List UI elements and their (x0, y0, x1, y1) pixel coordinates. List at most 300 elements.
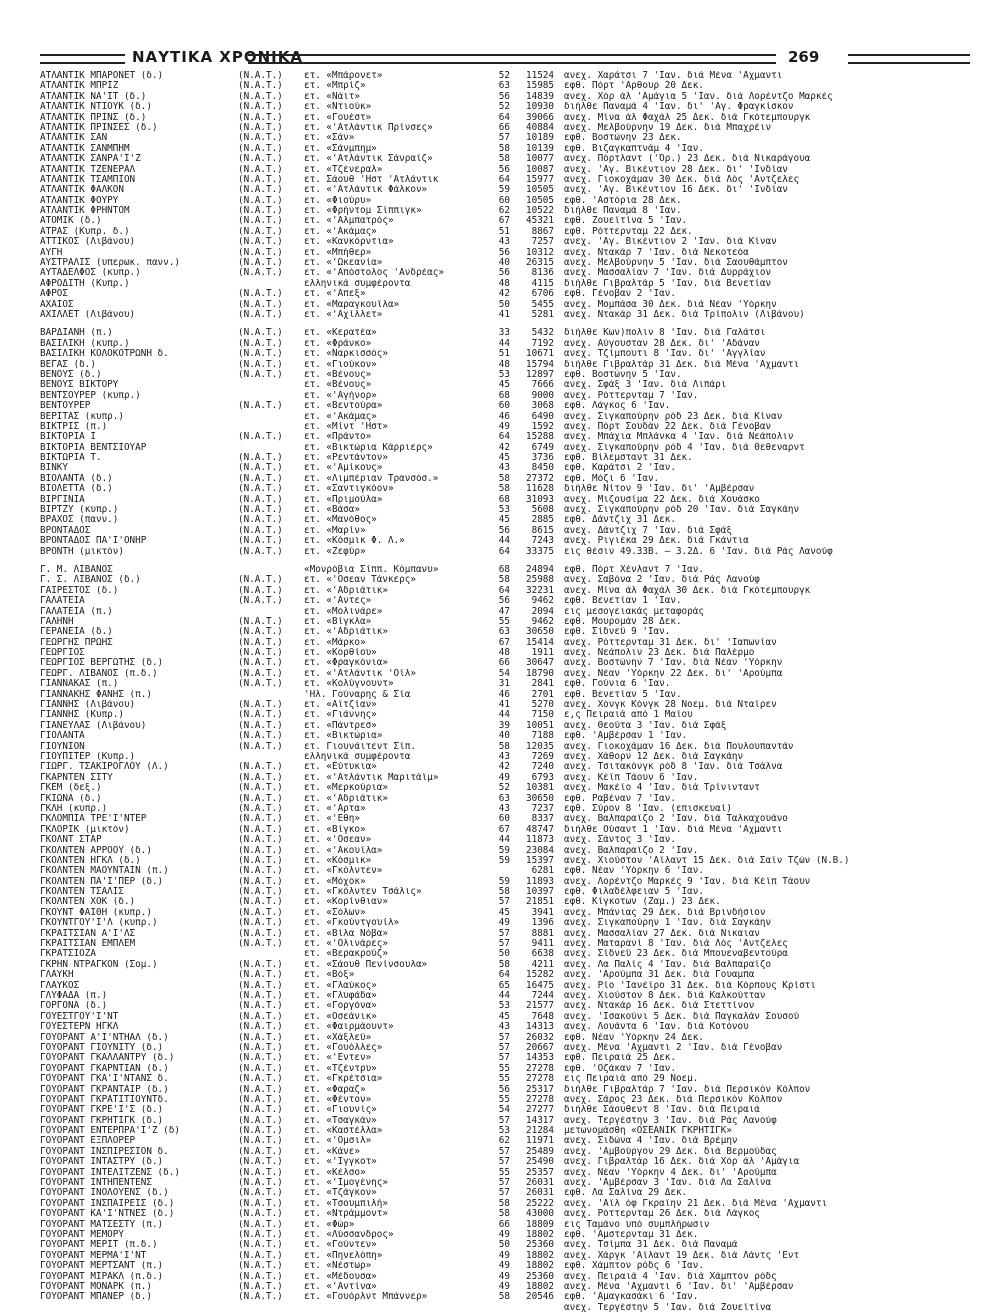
ship-position: ανεχ. Μπάνιας 29 Δεκ. διά Βρινδήσιον (564, 907, 766, 918)
ship-owner: ετ. «Μπάρονετ» (304, 71, 383, 81)
ship-position: εφθ. Νέαν 'Υόρκην 24 Δεκ. (564, 1032, 704, 1043)
ship-row (40, 422, 970, 432)
page-header (40, 48, 970, 68)
ship-owner: ετ. «Φέντον» (304, 1094, 372, 1105)
ship-name: ΓΛΑΥΚΟΣ (40, 980, 80, 991)
ship-owner: ετ. «Ναρκισσός» (304, 349, 388, 360)
ship-name: ΑΤΛΑΝΤΙΚ ΦΑΛΚΟΝ (40, 185, 124, 196)
ship-position: εφθ. Γούνια 6 'Ιαν. (564, 679, 671, 690)
ship-row (40, 617, 970, 627)
ship-position: εφθ. Νέαν 'Υόρκην 6 'Ιαν. (564, 866, 704, 877)
ship-flag: (Ν.Α.Τ.) (238, 1126, 283, 1137)
ship-flag: (Ν.Α.Τ.) (238, 887, 283, 898)
ship-owner: ετ. «Μόχοκ» (304, 876, 366, 887)
ship-tonnage: 43000 (526, 1209, 554, 1220)
ship-owner: ετ. Γιουνάιτεντ Σίπ. (304, 741, 416, 752)
ship-row (40, 547, 970, 557)
ship-flag: (Ν.Α.Τ.) (238, 369, 283, 380)
ship-position: ανεχ. Γιοκοχάμαν 16 Δεκ. διά Πουλουπαντάν (564, 741, 794, 752)
ship-row (40, 607, 970, 617)
ship-owner: 'Ηλ. Γούναρης & Σία (304, 689, 411, 700)
ship-position: εφθ. Μουρομάν 28 Δεκ. (564, 616, 682, 627)
ship-name: ΓΙΟΥΠΙΤΕΡ (Κυπρ.) (40, 752, 136, 762)
ship-flag: (Ν.Α.Τ.) (238, 484, 283, 495)
ship-owner: ετ. «Γιάννης» (304, 710, 377, 721)
ship-name: ΓΚΡΑΙΤΣΙΑΝ Α'Ι'ΛΣ (40, 928, 136, 939)
ship-tonnage: 10930 (526, 102, 554, 113)
ship-tonnage: 7240 (531, 762, 554, 773)
ship-flag: (Ν.Α.Τ.) (238, 1115, 283, 1126)
ship-flag: (Ν.Α.Τ.) (238, 432, 283, 443)
ship-name: ΑΤΛΑΝΤΙΚ ΝΤΙΟΥΚ (δ.) (40, 102, 152, 113)
ship-year: 50 (498, 949, 510, 960)
ship-flag: (Ν.Α.Τ.) (238, 309, 283, 320)
ship-tonnage: 9462 (531, 596, 554, 607)
ship-year: 41 (498, 309, 510, 320)
ship-flag: (Ν.Α.Τ.) (238, 112, 283, 123)
ship-year: 48 (498, 359, 510, 370)
ship-position: ανεχ. Θεούτα 3 'Ιαν. διά Σφάξ (564, 720, 727, 731)
ship-tonnage: 4115 (531, 278, 554, 289)
ship-tonnage: 14839 (526, 91, 554, 102)
ship-name: ΓΟΥΟΡΑΝΤ ΜΙΡΑΚΛ (π.δ.) (40, 1271, 164, 1282)
ship-name: ΓΟΥΟΡΑΝΤ ΕΝΤΕΡΠΡΑ'Ι'Ζ (δ) (40, 1126, 180, 1137)
ship-year: 33 (498, 328, 510, 339)
ship-position: ανεχ. Νέαν 'Υόρκην 22 Δεκ. δι' 'Αρούμπα (564, 668, 783, 679)
ship-name: ΒΡΟΝΤΗ (μικτόν) (40, 546, 124, 557)
ship-flag: (Ν.Α.Τ.) (238, 401, 283, 412)
ship-flag: (Ν.Α.Τ.) (238, 741, 283, 752)
ship-tonnage: 10522 (526, 206, 554, 217)
ship-flag: (Ν.Α.Τ.) (238, 473, 283, 484)
ship-owner: ετ. «'Εθη» (304, 814, 360, 825)
ship-row (40, 328, 970, 338)
ship-row (40, 596, 970, 606)
ship-row (40, 752, 970, 762)
ship-year: 57 (498, 897, 510, 908)
ship-name: ΒΑΣΙΛΙΚΗ ΚΟΛΟΚΟΤΡΩΝΗ δ. (40, 349, 169, 360)
ship-row (40, 536, 970, 546)
ship-year: 49 (498, 918, 510, 929)
ship-row (40, 1240, 970, 1250)
ship-tonnage: 10087 (526, 164, 554, 175)
ship-flag: (Ν.Α.Τ.) (238, 835, 283, 846)
ship-row (40, 339, 970, 349)
ship-owner: ετ. «Μανόθος» (304, 515, 377, 526)
ship-flag: (Ν.Α.Τ.) (238, 845, 283, 856)
ship-year: 57 (498, 1042, 510, 1053)
ship-position: ανεχ. Βοστώνην 7 'Ιαν. διά Νέαν 'Υόρκην (564, 658, 783, 669)
ship-name: ΓΟΥΟΡΑΝΤ ΙΝΣΠΑΙΡΕΙΣ (δ.) (40, 1198, 175, 1209)
ship-owner: ετ. «'Ιγγκοτ» (304, 1157, 377, 1168)
ship-row (40, 658, 970, 668)
ship-position: ανεχ. 'Αϊλ όφ Γκραϊην 21 Δεκ. διά Μένα 'Αχμαντι (564, 1198, 828, 1209)
ship-row (40, 1178, 970, 1188)
ship-name: ΑΤΛΑΝΤΙΚ ΣΑΝ (40, 133, 108, 144)
ship-name: ΓΕΩΡΓ. ΛΙΒΑΝΟΣ (π.δ.) (40, 668, 158, 679)
ship-owner: ετ. «Σάν» (304, 133, 355, 144)
ship-row (40, 1022, 970, 1032)
ship-flag: (Ν.Α.Τ.) (238, 206, 283, 217)
ship-owner: ετ. «Γουόρλντ Μπάννερ» (304, 1292, 428, 1303)
ship-owner: ετ. Σάουθ 'Ηστ 'Ατλάντικ (304, 174, 439, 185)
ship-position: ανεχ. Σίδνεϋ 23 Δεκ. διά Μπουεναβεντούρα (564, 949, 788, 960)
ship-name: ΑΤΟΜΙΚ (δ.) (40, 216, 102, 227)
ship-tonnage: 12035 (526, 741, 554, 752)
ship-name: ΓΚΟΛΝΤΕΝ ΗΓΚΛ (δ.) (40, 855, 141, 866)
ship-name: ΓΟΥΟΡΑΝΤ ΙΝΤΕΛΙΤΖΕΝΣ (δ.) (40, 1167, 180, 1178)
ship-tonnage: 7269 (531, 752, 554, 762)
ship-name: ΓΟΥΟΡΑΝΤ ΓΚΑΛΛΑΝΤΡΥ (δ.) (40, 1053, 175, 1064)
ship-name: ΓΚΛΟΜΠΙΑ ΤΡΕ'Ι'ΝΤΕΡ (40, 814, 147, 825)
ship-position: ανεχ. Σιγκαπούρην ρόδ 4 'Ιαν. διά Θεθεναρντ (564, 442, 805, 453)
ship-position: ανεχ. Χιούστον 'Αϊλαντ 15 Δεκ. διά Σαϊν Τζών (Ν.Β.) (564, 855, 850, 866)
ship-position: εις Πειραιά από 29 Νοεμ. (564, 1074, 699, 1085)
ship-name: ΓΚΟΛΝΤΕΝ ΧΟΚ (δ.) (40, 897, 136, 908)
ship-owner: ετ. «Κέλσο» (304, 1167, 366, 1178)
ship-flag: (Ν.Α.Τ.) (238, 1105, 283, 1116)
ship-position: ανεχ. Χόρ άλ 'Αμάγια 5 'Ιαν. διά Λορέντζο Μαρκές (564, 91, 833, 102)
ship-tonnage: 26031 (526, 1188, 554, 1199)
ship-row (40, 360, 970, 370)
ship-flag: (Ν.Α.Τ.) (238, 154, 283, 165)
ship-row (40, 1095, 970, 1105)
ship-tonnage: 7237 (531, 803, 554, 814)
ship-owner: ετ. «'Εντεν» (304, 1053, 372, 1064)
ship-tonnage: 21284 (526, 1126, 554, 1137)
ship-row (40, 825, 970, 835)
ship-owner: ετ. «Κολύγνουντ» (304, 679, 394, 690)
ship-year: 56 (498, 1084, 510, 1095)
ship-tonnage: 10139 (526, 143, 554, 154)
ship-tonnage: 9411 (531, 939, 554, 950)
ship-position: ανεχ. Μομπάσα 30 Δεκ. διά Νέαν 'Υόρκην (564, 299, 777, 310)
ship-name: ΓΚΕΜ (δεξ.) (40, 783, 102, 794)
ship-tonnage: 27372 (526, 473, 554, 484)
ship-year: 58 (498, 741, 510, 752)
header-rule-right (848, 54, 970, 64)
ship-position: ανεχ. Τεργέστην 5 'Ιαν. διά Ζουεϊτίνα (564, 1302, 772, 1313)
ship-row (40, 1033, 970, 1043)
ship-row (40, 742, 970, 752)
ship-flag: (Ν.Α.Τ.) (238, 1001, 283, 1012)
ship-row (40, 237, 970, 247)
ship-year: 57 (498, 1115, 510, 1126)
ship-position: εφθ. Βίλεμσταντ 31 Δεκ. (564, 453, 693, 464)
ship-name: ΓΑΛΑΤΕΙΑ (40, 596, 85, 607)
ship-year: 62 (498, 1136, 510, 1147)
ship-row (40, 991, 970, 1001)
ship-name: ΒΑΣΙΛΙΚΗ (κυπρ.) (40, 338, 130, 349)
ship-year: 58 (498, 959, 510, 970)
ship-flag: (Ν.Α.Τ.) (238, 803, 283, 814)
ship-year: 56 (498, 164, 510, 175)
ship-row (40, 1074, 970, 1084)
ship-flag: (Ν.Α.Τ.) (238, 679, 283, 690)
ship-owner: ετ. «Σόλων» (304, 907, 366, 918)
ship-flag: (Ν.Α.Τ.) (238, 102, 283, 113)
ship-row (40, 505, 970, 515)
ship-owner: ετ. «Πάντρεσ» (304, 720, 377, 731)
ship-name: ΓΚΟΥΝΤΓΟΥ'Ι'Λ (κυπρ.) (40, 918, 158, 929)
ship-flag: (Ν.Α.Τ.) (238, 1219, 283, 1230)
ship-flag: (Ν.Α.Τ.) (238, 1250, 283, 1261)
ship-owner: ετ. «'Αδριάτικ» (304, 627, 388, 638)
ship-owner: ετ. «'Ακάμας» (304, 226, 377, 237)
ship-tonnage: 2841 (531, 679, 554, 690)
ship-flag: (Ν.Α.Τ.) (238, 338, 283, 349)
ship-flag: (Ν.Α.Τ.) (238, 1063, 283, 1074)
ship-position: ανεχ. Σφάξ 3 'Ιαν. διά Λιπάρι (564, 380, 727, 391)
ship-position: εις μεσογειακάς μεταφοράς (564, 606, 704, 617)
ship-tonnage: 10077 (526, 154, 554, 165)
ship-year: 43 (498, 752, 510, 762)
ship-name: ΓΛΥΦΑΔΑ (π.) (40, 990, 108, 1001)
ship-tonnage: 27278 (526, 1094, 554, 1105)
ship-flag: (Ν.Α.Τ.) (238, 970, 283, 981)
ship-tonnage: 6638 (531, 949, 554, 960)
ship-flag: (Ν.Α.Τ.) (238, 1271, 283, 1282)
ship-year: 41 (498, 700, 510, 711)
ship-name: ΑΤΛΑΝΤΙΚ ΝΑ'ΙΤ (δ.) (40, 91, 147, 102)
ship-row (40, 731, 970, 741)
ship-row (40, 206, 970, 216)
ship-row (40, 1147, 970, 1157)
ship-owner: ετ. «Φαραζ» (304, 1084, 366, 1095)
ship-year: 56 (498, 525, 510, 536)
ship-owner: ετ. «'Αδριάτικ» (304, 793, 388, 804)
ship-row (40, 1105, 970, 1115)
ship-owner: ετ. «Κάνε» (304, 1146, 360, 1157)
ship-year: 56 (498, 91, 510, 102)
ship-owner: ετ. «Φιούρυ» (304, 195, 372, 206)
ship-owner: ετ. «'Αρτα» (304, 803, 366, 814)
ship-year: 58 (498, 1209, 510, 1220)
ship-owner: ετ. «'Αντίνα» (304, 1281, 377, 1292)
ship-position: ανεχ. Χάργκ 'Αϊλαντ 19 Δεκ. διά Λάντς 'Εντ (564, 1250, 800, 1261)
ship-position: εφθ. Λάγκος 6 'Ιαν. (564, 401, 671, 412)
ship-row (40, 1199, 970, 1209)
ship-owner: ετ. «Μαραγκουΐλα» (304, 299, 400, 310)
ship-owner: ετ. «Αϊτζίαν» (304, 700, 377, 711)
ship-tonnage: 18809 (526, 1219, 554, 1230)
ship-flag: (Ν.Α.Τ.) (238, 627, 283, 638)
ship-tonnage: 10312 (526, 247, 554, 258)
ship-owner: ετ. «Γιούκον» (304, 359, 377, 370)
ship-flag: (Ν.Α.Τ.) (238, 133, 283, 144)
ship-year: 31 (498, 679, 510, 690)
ship-year: 57 (498, 939, 510, 950)
ship-year: 48 (498, 278, 510, 289)
ship-position: ανεχ. Ντακάρ 7 'Ιαν. διά Νεκοτεόα (564, 247, 749, 258)
ship-position: ανεχ. Χαράτσι 7 'Ιαν. διά Μένα 'Αχμαντι (564, 71, 783, 81)
ship-position: ανεχ. Σιδώνα 4 'Ιαν. διά Βρέμην (564, 1136, 738, 1147)
ship-name: ΑΥΤΑΔΕΛΦΟΣ (κυπρ.) (40, 268, 141, 279)
ship-name: ΒΙΝΚΥ (40, 463, 68, 474)
ship-year: 42 (498, 762, 510, 773)
ship-owner: ετ. «'Αντες» (304, 596, 372, 607)
ship-row (40, 897, 970, 907)
ship-name: ΒΙΡΤΖΥ (κυπρ.) (40, 505, 119, 516)
ship-flag: (Ν.Α.Τ.) (238, 195, 283, 206)
ship-tonnage: 15977 (526, 174, 554, 185)
ship-row (40, 196, 970, 206)
ship-flag: (Ν.Α.Τ.) (238, 762, 283, 773)
ship-row (40, 1136, 970, 1146)
ship-tonnage: 6490 (531, 411, 554, 422)
ship-tonnage: 15414 (526, 637, 554, 648)
ship-year: 43 (498, 237, 510, 248)
ship-owner: ετ. «Τζάγκον» (304, 1188, 377, 1199)
ship-position: ανεχ. Μπάχια Μπλάνκα 4 'Ιαν. διά Νεάπολιν (564, 432, 794, 443)
ship-position: διήλθε Γιβραλτάρ 31 Δεκ. διά Μένα 'Αχμαντι (564, 359, 800, 370)
ship-position: εφθ. Καράτσι 2 'Ιαν. (564, 463, 676, 474)
section-gap (40, 557, 970, 565)
ship-tonnage: 25222 (526, 1198, 554, 1209)
ship-position: διήλθε Ούσαντ 1 'Ιαν. διά Μένα 'Αχμαντι (564, 824, 783, 835)
ship-name: ΓΟΥΟΡΑΝΤ ΙΝΣΠΙΡΕΣΙΟΝ δ. (40, 1146, 169, 1157)
ship-owner: ελληνικά συμφέροντα (304, 752, 411, 762)
ship-tonnage: 27278 (526, 1074, 554, 1085)
ship-tonnage: 11893 (526, 876, 554, 887)
ship-tonnage: 9000 (531, 390, 554, 401)
ship-position: εφθ. Πόρτ 'Αρθουρ 20 Δεκ. (564, 81, 704, 92)
ship-position: ανεχ. Μένα 'Αχμαντι 6 'Ιαν. δι' 'Αμβέρσαν (564, 1281, 794, 1292)
ship-tonnage: 18790 (526, 668, 554, 679)
ship-row (40, 526, 970, 536)
ship-tonnage: 14313 (526, 1022, 554, 1033)
ship-row (40, 391, 970, 401)
ship-year: 55 (498, 1094, 510, 1105)
ship-tonnage: 14353 (526, 1053, 554, 1064)
ship-owner: ετ. «Ζεφύρ» (304, 546, 366, 557)
ship-flag: (Ν.Α.Τ.) (238, 907, 283, 918)
ship-row (40, 1064, 970, 1074)
ship-year: 52 (498, 102, 510, 113)
ship-owner: ετ. «Κορθίου» (304, 648, 377, 659)
ship-owner: ετ. «Γκόλντεν» (304, 866, 383, 877)
ship-flag: (Ν.Α.Τ.) (238, 897, 283, 908)
ship-tonnage: 15288 (526, 432, 554, 443)
ship-name: ΑΥΓΗ (40, 247, 63, 258)
ship-name: ΓΚΟΛΝΤΕΝ ΜΑΟΥΝΤΑΙΝ (π.) (40, 866, 169, 877)
ship-flag: (Ν.Α.Τ.) (238, 1084, 283, 1095)
header-rule-left (40, 54, 125, 64)
ship-tonnage: 6706 (531, 289, 554, 300)
ship-position: διήλθε Γιβραλτάρ 7 'Ιαν. διά Περσικόν Κόλπον (564, 1084, 811, 1095)
ship-tonnage: 31093 (526, 494, 554, 505)
ship-name: ΒΕΝΤΣΟΥΡΕΡ (κυπρ.) (40, 390, 141, 401)
ship-year: 57 (498, 133, 510, 144)
ship-year: 57 (498, 1146, 510, 1157)
ship-row (40, 1168, 970, 1178)
ship-row (40, 721, 970, 731)
ship-flag: (Ν.Α.Τ.) (238, 1209, 283, 1220)
ship-owner: ετ. «Κορίνθιαν» (304, 897, 388, 908)
ship-flag: (Ν.Α.Τ.) (238, 268, 283, 279)
ship-flag: (Ν.Α.Τ.) (238, 1240, 283, 1251)
ship-position: ανεχ. Ντακάρ 31 Δεκ. διά Τρίπολιν (Λιβάνου) (564, 309, 805, 320)
ship-tonnage: 11971 (526, 1136, 554, 1147)
ship-position: εφθ. 'Αμαγκασάκι 6 'Ιαν. (564, 1292, 699, 1303)
ship-owner: ετ. «'Ατλάντικ Μαριτάϊμ» (304, 772, 439, 783)
ship-row (40, 1209, 970, 1219)
ship-position: ανεχ. 'Αγ. Βικέντιον 2 'Ιαν. διά Κίναν (564, 237, 777, 248)
ship-name: ΓΟΥΟΡΑΝΤ ΓΚΡΑΤΙΤΙΟΥΝΤδ. (40, 1094, 169, 1105)
ship-tonnage: 11628 (526, 484, 554, 495)
ship-owner: ετ. «'Απεξ» (304, 289, 366, 300)
ship-year: 66 (498, 1219, 510, 1230)
ship-year: 51 (498, 349, 510, 360)
ship-owner: ετ. «'Ιμογένης» (304, 1178, 388, 1189)
ship-year: 58 (498, 143, 510, 154)
ship-owner: ετ. «Τσουμπιλή» (304, 1198, 388, 1209)
ship-owner: ετ. «Γλυφάδα» (304, 990, 377, 1001)
ship-flag: (Ν.Α.Τ.) (238, 546, 283, 557)
ship-year: 49 (498, 1250, 510, 1261)
ship-owner: ετ. «Βεντούρα» (304, 401, 383, 412)
ship-owner: ετ. «'Ομσιλ» (304, 1136, 372, 1147)
ship-year: 64 (498, 174, 510, 185)
journal-title: ΝΑΥΤΙΚΑ ΧΡΟΝΙΚΑ (132, 48, 303, 66)
ship-owner: ετ. «Μπήθερ» (304, 247, 372, 258)
ship-row (40, 268, 970, 278)
ship-name: ΓΟΥΟΡΑΝΤ ΜΟΝΑΡΚ (π.) (40, 1281, 152, 1292)
ship-flag: (Ν.Α.Τ.) (238, 793, 283, 804)
ship-year: 60 (498, 195, 510, 206)
ship-owner: ετ. «Βίγκο» (304, 824, 366, 835)
ship-year: 67 (498, 216, 510, 227)
ship-flag: (Ν.Α.Τ.) (238, 1032, 283, 1043)
ship-position: διήλθε Νίτον 9 'Ιαν. δι' 'Αμβέρσαν (564, 484, 755, 495)
ship-position: ανεχ. Βαλπαραϊζο 2 'Ιαν. διά Ταλκαχουάνο (564, 814, 788, 825)
ship-flag: (Ν.Α.Τ.) (238, 637, 283, 648)
ship-owner: ετ. «Φρήντομ Σίππιγκ» (304, 206, 422, 217)
ship-year: 67 (498, 637, 510, 648)
ship-name: ΑΤΛΑΝΤΙΚ ΤΣΑΜΠΙΟΝ (40, 174, 136, 185)
ship-owner: ετ. «Γιουνίς» (304, 1105, 377, 1116)
ship-tonnage: 16475 (526, 980, 554, 991)
ship-owner: ετ. «Σάνμπημ» (304, 143, 377, 154)
ship-tonnage: 7192 (531, 338, 554, 349)
ship-row (40, 463, 970, 473)
ship-tonnage: 26032 (526, 1032, 554, 1043)
ship-name: ΓΟΥΟΡΑΝΤ ΜΕΡΤΣΑΝΤ (π.) (40, 1261, 164, 1272)
ship-name: ΓΚΟΛΝΤ ΣΤΑΡ (40, 835, 102, 846)
ship-owner: ετ. «Φράνκο» (304, 338, 372, 349)
ship-name: ΓΚΟΛΝΤΕΝ ΤΣΑΛΙΣ (40, 887, 124, 898)
ship-tonnage: 8136 (531, 268, 554, 279)
ship-flag: (Ν.Α.Τ.) (238, 1167, 283, 1178)
ship-tonnage: 7243 (531, 536, 554, 547)
ship-row (40, 474, 970, 484)
ship-flag: (Ν.Α.Τ.) (238, 918, 283, 929)
ship-year: 59 (498, 876, 510, 887)
ship-name: ΒΙΟΛΑΝΤΑ (δ.) (40, 473, 113, 484)
ship-row (40, 370, 970, 380)
ship-position: ανεχ. 'Αρούμπα 31 Δεκ. διά Γουαμπα (564, 970, 755, 981)
ship-owner: ετ. «'Ωκεανία» (304, 258, 383, 269)
ship-flag: (Ν.Α.Τ.) (238, 575, 283, 586)
ship-owner: ετ. «'Ατλάντικ Σάνραϊζ» (304, 154, 433, 165)
ship-tonnage: 8337 (531, 814, 554, 825)
ship-flag: (Ν.Α.Τ.) (238, 289, 283, 300)
ship-flag: (Ν.Α.Τ.) (238, 226, 283, 237)
ship-year: 43 (498, 1022, 510, 1033)
ship-position: διήλθε Σάουθεντ 8 'Ιαν. διά Πειραιά (564, 1105, 760, 1116)
ship-owner: ετ. «'Ολινάρες» (304, 939, 388, 950)
ship-name: ΓΑΙΡΕΣΤΟΣ (δ.) (40, 585, 119, 596)
